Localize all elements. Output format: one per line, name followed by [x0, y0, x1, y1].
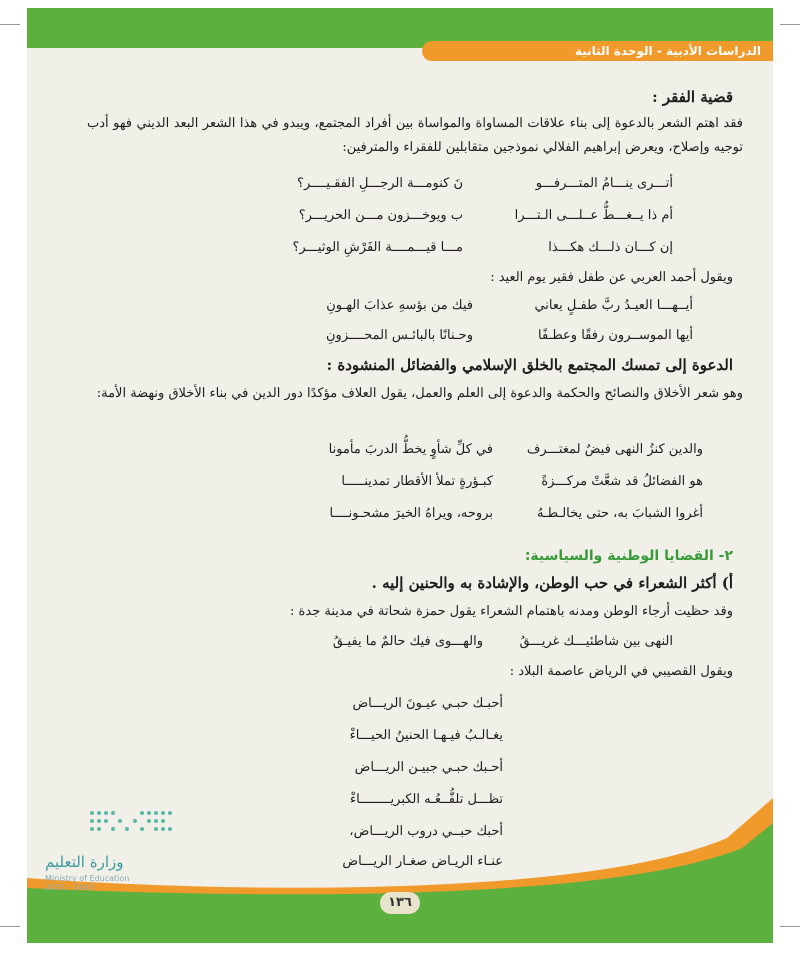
- verse-hemistich: نَ كنومـــة الرجـــلِ الفقـيــــر؟: [297, 176, 463, 191]
- textbook-page: [27, 8, 773, 943]
- ministry-logo-subtitle: [45, 874, 129, 892]
- verse-hemistich: وحـنانًا بالبائـس المحــــزونِ: [326, 328, 473, 343]
- ministry-logo-year: 2021 - 1443: [45, 883, 94, 892]
- verse-hemistich: هو الفضائلُ قد شعَّتْ مركـــزةً: [541, 474, 703, 489]
- verse-hemistich: كبـؤرةٍ تملأ الأقطار تمدينـــــا: [341, 474, 493, 489]
- verse-hemistich: مـــا قيـــمــــة الفَرْشِ الوثيـــر؟: [292, 240, 463, 255]
- verse-hemistich: والدين كنزُ النهى فيضٌ لمغتـــرف: [526, 442, 703, 457]
- verse-hemistich: أم ذا يــغـــطُّ عــلـــى الـتـــرا: [514, 208, 673, 223]
- verse-hemistich: النهى بين شاطئيـــك غريـــقُ: [519, 634, 673, 649]
- page-number: ١٣٦: [380, 892, 420, 914]
- poem-line: تظـــل تلفُّــعُـه الكبريــــــــاءْ: [350, 792, 503, 807]
- verse-hemistich: إن كـــان ذلـــك هكـــذا: [548, 240, 673, 255]
- intro-line: وقد حظيت أرجاء الوطن ومدنه باهتمام الشعراء يقول حمزة شحاتة في مدينة جدة :: [290, 604, 733, 619]
- intro-line: ويقول القصيبي في الرياض عاصمة البلاد :: [509, 664, 733, 679]
- verse-hemistich: أيها الموســرون رفقًا وعطـفًا: [538, 328, 693, 343]
- morals-heading: الدعوة إلى تمسك المجتمع بالخلق الإسلامي والفضائل المنشودة :: [326, 356, 733, 374]
- verse-hemistich: أتـــرى ينـــامُ المتـــرفـــو: [535, 176, 673, 191]
- unit-header: الدراسات الأدبية - الوحدة الثانية: [422, 41, 773, 61]
- verse-hemistich: والهـــوى فيك حالمٌ ما يفيـقُ: [332, 634, 483, 649]
- poem-line: عنـاء الريـاض صغـار الريـــاض: [342, 854, 503, 869]
- crop-mark: [780, 24, 800, 25]
- poverty-heading: قضية الفقر :: [652, 88, 733, 106]
- verse-hemistich: أغروا الشبابَ به، حتى يخالـطـهُ: [536, 506, 703, 521]
- morals-paragraph: وهو شعر الأخلاق والنصائح والحكمة والدعوة إلى العلم والعمل، يقول العلاف مؤكدًا دور الدين في بناء الأخلاق ونهضة الأمة:: [96, 386, 743, 401]
- poverty-paragraph: فقد اهتم الشعر بالدعوة إلى بناء علاقات المساواة والمواساة بين أفراد المجتمع، ويبدو في هذا الشعر البعد الديني فهو أدب توجيه وإصلاح، ويعرض إبراهيم الفلالي نموذجين متقابلين للفقراء والمترفين:: [87, 116, 743, 155]
- crop-mark: [780, 926, 800, 927]
- verse-hemistich: أيــهـــا العيـدُ ربَّ طفـلٍ يعاني: [534, 298, 693, 313]
- ministry-logo-english: Ministry of Education: [45, 874, 130, 883]
- poem-line: أحـبك حبـي جبيـن الريـــاض: [354, 760, 503, 775]
- intro-line: ويقول أحمد العربي عن طفل فقير يوم العيد :: [490, 270, 733, 285]
- poem-line: يغـالـبُ فيـهـا الحنينُ الحيـــاءْ: [349, 728, 503, 743]
- poem-line: أحبـك حبـي عيـونَ الريـــاض: [352, 696, 503, 711]
- homeland-heading: أ) أكثر الشعراء في حب الوطن، والإشادة به والحنين إليه .: [371, 574, 733, 592]
- verse-hemistich: فيك من بؤسهِ عذابَ الهـونِ: [326, 298, 473, 313]
- crop-mark: [0, 926, 20, 927]
- verse-hemistich: في كلِّ شأوٍ يخطُّ الدربَ مأمونا: [328, 442, 493, 457]
- national-issues-title: ٢- القضايا الوطنية والسياسية:: [524, 548, 733, 564]
- ministry-logo-text: وزارة التعليم: [45, 853, 124, 871]
- poem-line: أحبك حبــي دروب الريـــاض،: [349, 824, 503, 839]
- verse-hemistich: بروحه، ويراهُ الخيرَ مشحـونــــا: [329, 506, 493, 521]
- verse-hemistich: ب ويوخـــزون مـــن الحريـــر؟: [298, 208, 463, 223]
- crop-mark: [0, 24, 20, 25]
- ministry-logo-dots-icon: [87, 808, 177, 838]
